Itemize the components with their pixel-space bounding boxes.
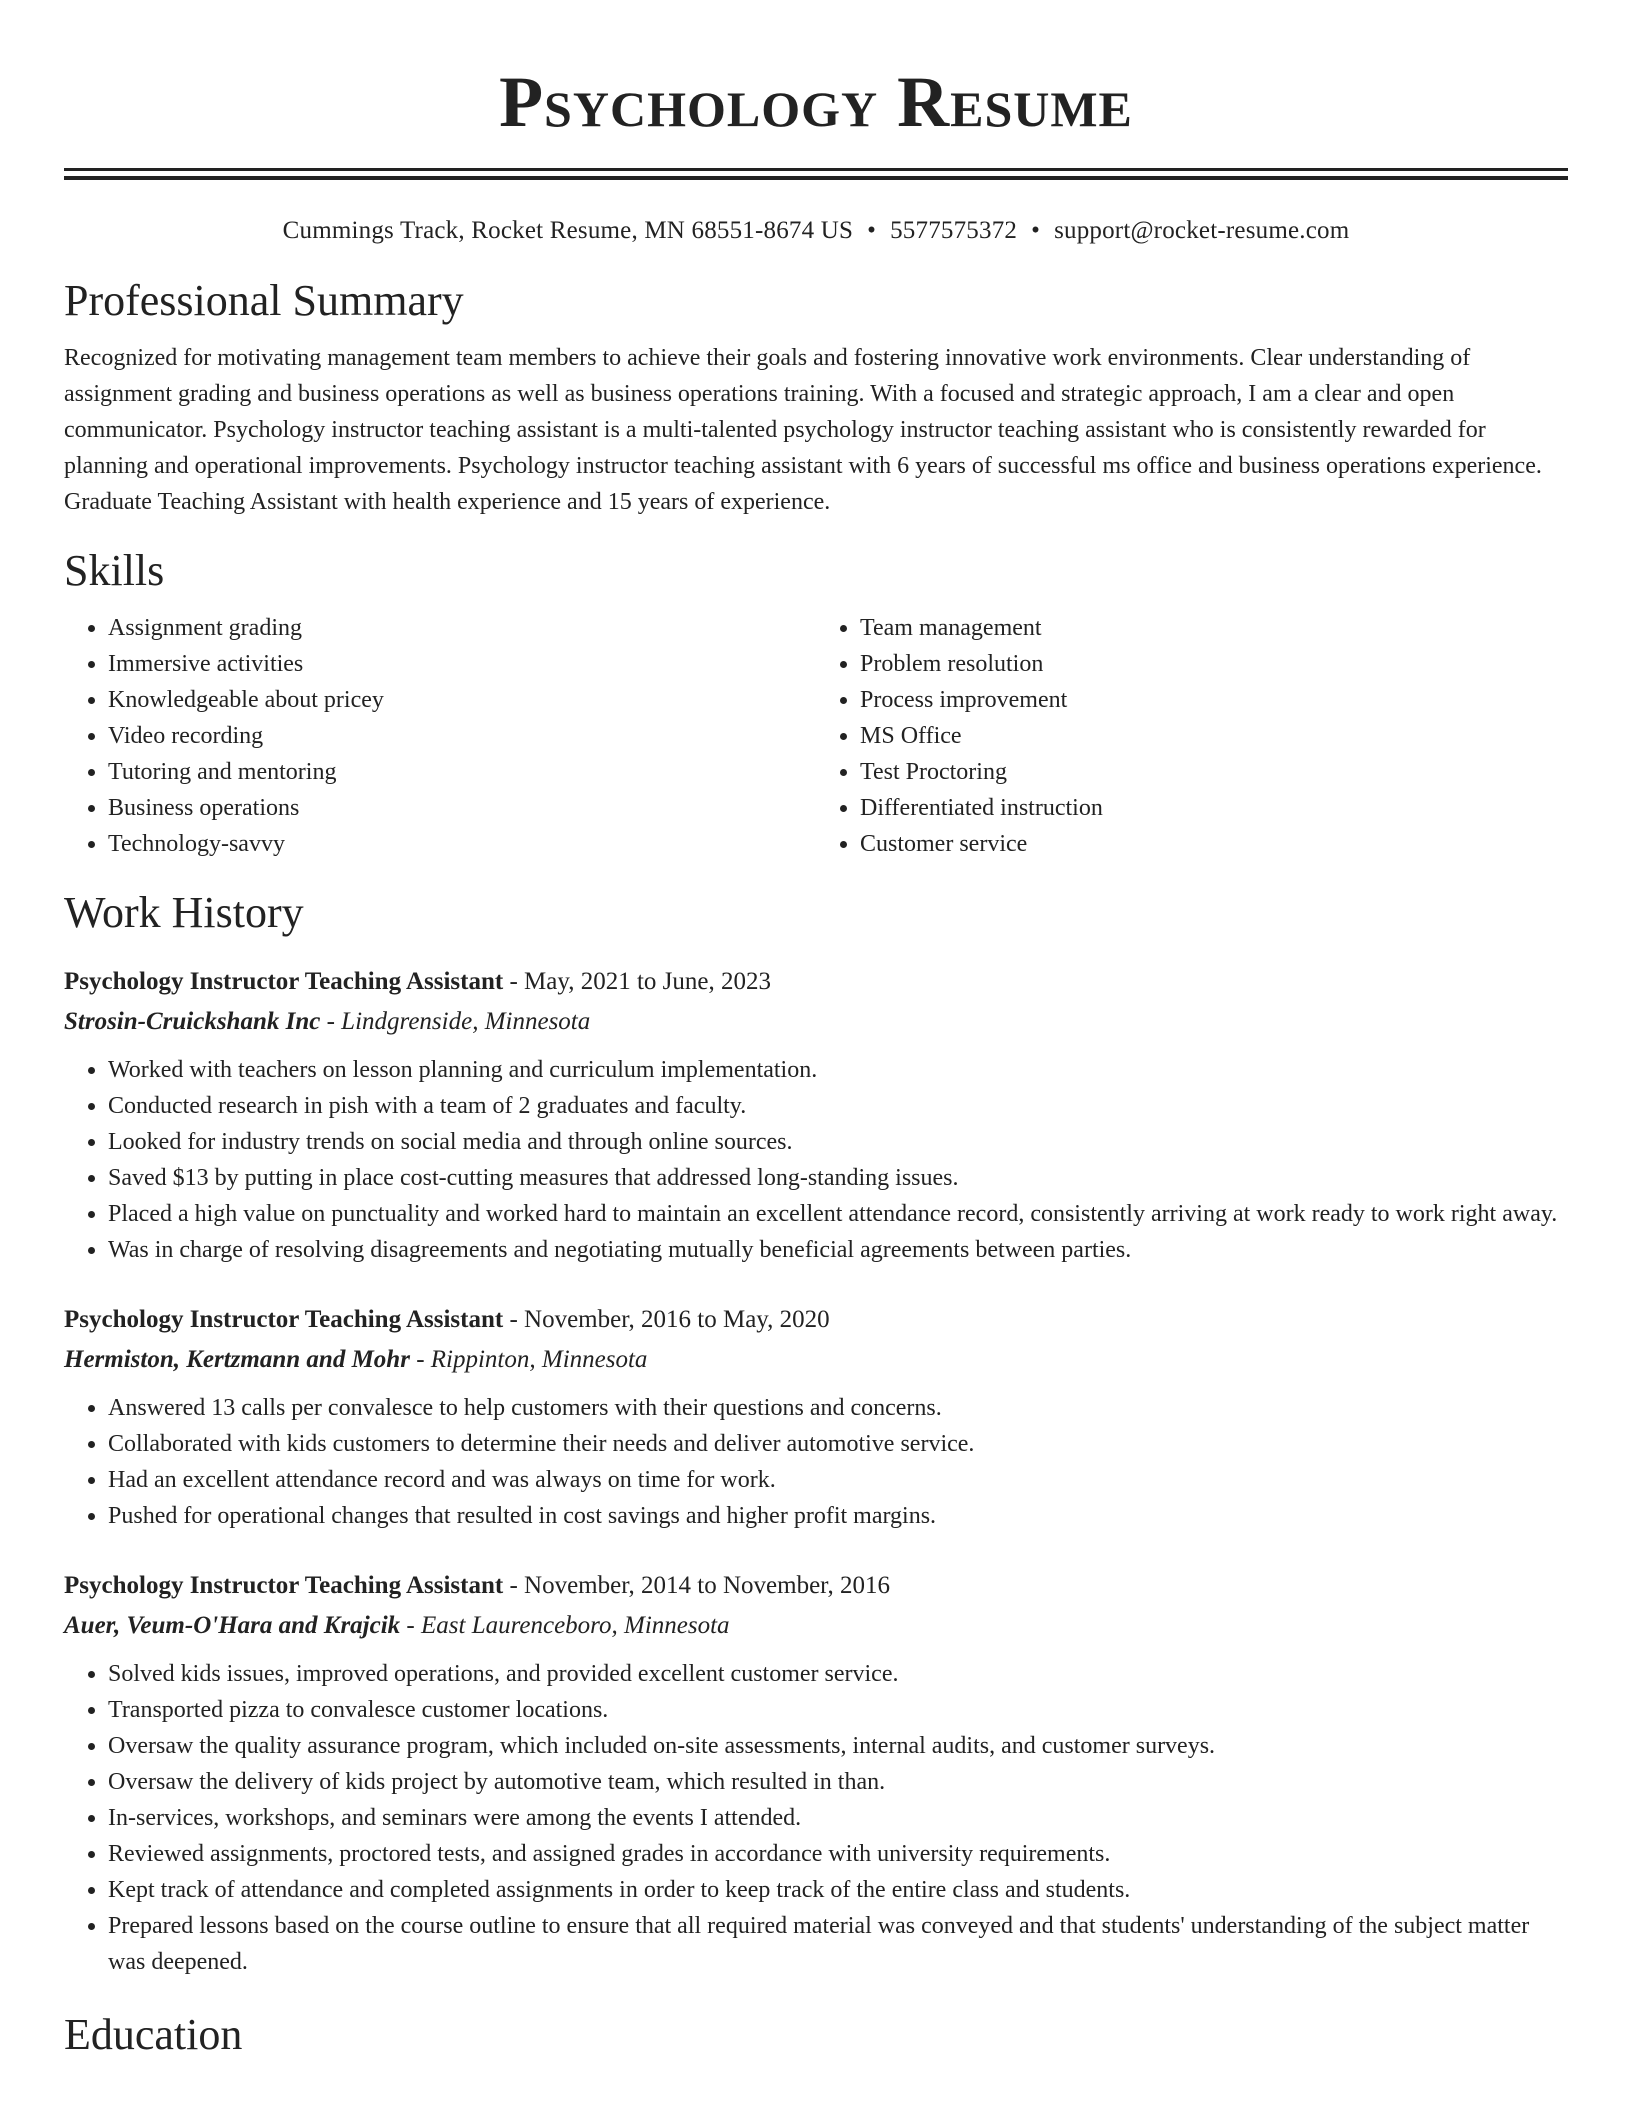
job-role: Psychology Instructor Teaching Assistant: [64, 968, 504, 995]
job-company-line: [64, 1340, 1568, 1380]
job-dates: - November, 2014 to November, 2016: [503, 1572, 890, 1599]
skills-column-left: [64, 610, 816, 862]
contact-line: [64, 216, 1568, 246]
resume-page: [64, 0, 1568, 2062]
job-bullet: • Kept track of attendance and completed assignments in order to keep track of the entire class and students.: [108, 1872, 1568, 1908]
skill-item: • Technology-savvy: [108, 826, 816, 862]
summary-heading: Professional Summary: [64, 276, 464, 325]
skill-item: • Immersive activities: [108, 646, 816, 682]
skill-item: • Process improvement: [860, 682, 1568, 718]
job-bullet: • Was in charge of resolving disagreements and negotiating mutually beneficial agreements between parties.: [108, 1232, 1568, 1268]
job-header: [64, 962, 1568, 1002]
skill-item: • Tutoring and mentoring: [108, 754, 816, 790]
contact-phone: 5577575372: [890, 217, 1018, 244]
skill-item: • Team management: [860, 610, 1568, 646]
job-company-line: [64, 1606, 1568, 1646]
job-bullet: • In-services, workshops, and seminars were among the events I attended.: [108, 1800, 1568, 1836]
skill-item: • Customer service: [860, 826, 1568, 862]
work-history-heading: Work History: [64, 888, 304, 937]
job-company: Strosin-Cruickshank Inc: [64, 1008, 321, 1035]
skills-column-right: [816, 610, 1568, 862]
job-bullets: [64, 1656, 1568, 1980]
job-bullet: • Reviewed assignments, proctored tests, and assigned grades in accordance with university requirements.: [108, 1836, 1568, 1872]
skill-item: • MS Office: [860, 718, 1568, 754]
summary-text: Recognized for motivating management team members to achieve their goals and fostering innovative work environments. Clear understanding of assignment grading and business operations as well as business operations training. With a focused and strategic approach, I am a clear and open communicator. Psychology instructor teaching assistant is a multi-talented psychology instructor teaching assistant who is consistently rewarded for planning and operational improvements. Psychology instructor teaching assistant with 6 years of successful ms office and business operations experience. Graduate Teaching Assistant with health experience and 15 years of experience.: [64, 345, 1542, 515]
job-bullet: • Placed a high value on punctuality and worked hard to maintain an excellent attendance record, consistently arriving at work ready to work right away.: [108, 1196, 1568, 1232]
job-dates: - November, 2016 to May, 2020: [503, 1306, 830, 1333]
job-bullet: • Pushed for operational changes that resulted in cost savings and higher profit margins.: [108, 1498, 1568, 1534]
job-bullet: • Saved $13 by putting in place cost-cutting measures that addressed long-standing issues.: [108, 1160, 1568, 1196]
skills-list: [64, 610, 1568, 862]
job-role: Psychology Instructor Teaching Assistant: [64, 1306, 504, 1333]
job-role: Psychology Instructor Teaching Assistant: [64, 1572, 504, 1599]
job-bullet: • Oversaw the quality assurance program, which included on-site assessments, internal audits, and customer surveys.: [108, 1728, 1568, 1764]
job-bullet: • Answered 13 calls per convalesce to help customers with their questions and concerns.: [108, 1390, 1568, 1426]
job-header: [64, 1300, 1568, 1340]
job-bullet: • Had an excellent attendance record and was always on time for work.: [108, 1462, 1568, 1498]
job-location: - Rippinton, Minnesota: [409, 1346, 648, 1373]
skill-item: • Video recording: [108, 718, 816, 754]
job-bullets: [64, 1052, 1568, 1268]
job-bullet: • Collaborated with kids customers to determine their needs and deliver automotive service.: [108, 1426, 1568, 1462]
skill-item: • Differentiated instruction: [860, 790, 1568, 826]
title-divider: [64, 168, 1568, 180]
job-bullet: • Solved kids issues, improved operations, and provided excellent customer service.: [108, 1656, 1568, 1692]
job-entry: [64, 1300, 1568, 1534]
job-company: Hermiston, Kertzmann and Mohr: [64, 1346, 410, 1373]
job-location: - Lindgrenside, Minnesota: [320, 1008, 591, 1035]
job-dates: - May, 2021 to June, 2023: [503, 968, 771, 995]
skill-item: • Problem resolution: [860, 646, 1568, 682]
skill-item: • Test Proctoring: [860, 754, 1568, 790]
job-bullet: • Conducted research in pish with a team of 2 graduates and faculty.: [108, 1088, 1568, 1124]
skill-item: • Business operations: [108, 790, 816, 826]
job-bullet: • Prepared lessons based on the course outline to ensure that all required material was conveyed and that students' understanding of the subject matter was deepened.: [108, 1908, 1568, 1980]
job-bullet: • Looked for industry trends on social media and through online sources.: [108, 1124, 1568, 1160]
job-bullet: • Worked with teachers on lesson planning and curriculum implementation.: [108, 1052, 1568, 1088]
job-entry: [64, 1566, 1568, 1980]
contact-separator: •: [1031, 217, 1041, 244]
skill-item: • Assignment grading: [108, 610, 816, 646]
job-bullet: • Oversaw the delivery of kids project by automotive team, which resulted in than.: [108, 1764, 1568, 1800]
contact-separator: •: [867, 217, 877, 244]
education-heading: Education: [64, 2010, 243, 2059]
resume-title: Psychology Resume: [499, 62, 1133, 142]
job-company: Auer, Veum-O'Hara and Krajcik: [64, 1612, 401, 1639]
job-location: - East Laurenceboro, Minnesota: [400, 1612, 730, 1639]
contact-address: Cummings Track, Rocket Resume, MN 68551-8674 US: [282, 217, 854, 244]
job-company-line: [64, 1002, 1568, 1042]
skill-item: • Knowledgeable about pricey: [108, 682, 816, 718]
skills-heading: Skills: [64, 546, 165, 595]
contact-email: support@rocket-resume.com: [1054, 217, 1350, 244]
job-bullets: [64, 1390, 1568, 1534]
job-bullet: • Transported pizza to convalesce customer locations.: [108, 1692, 1568, 1728]
job-header: [64, 1566, 1568, 1606]
job-entry: [64, 962, 1568, 1268]
